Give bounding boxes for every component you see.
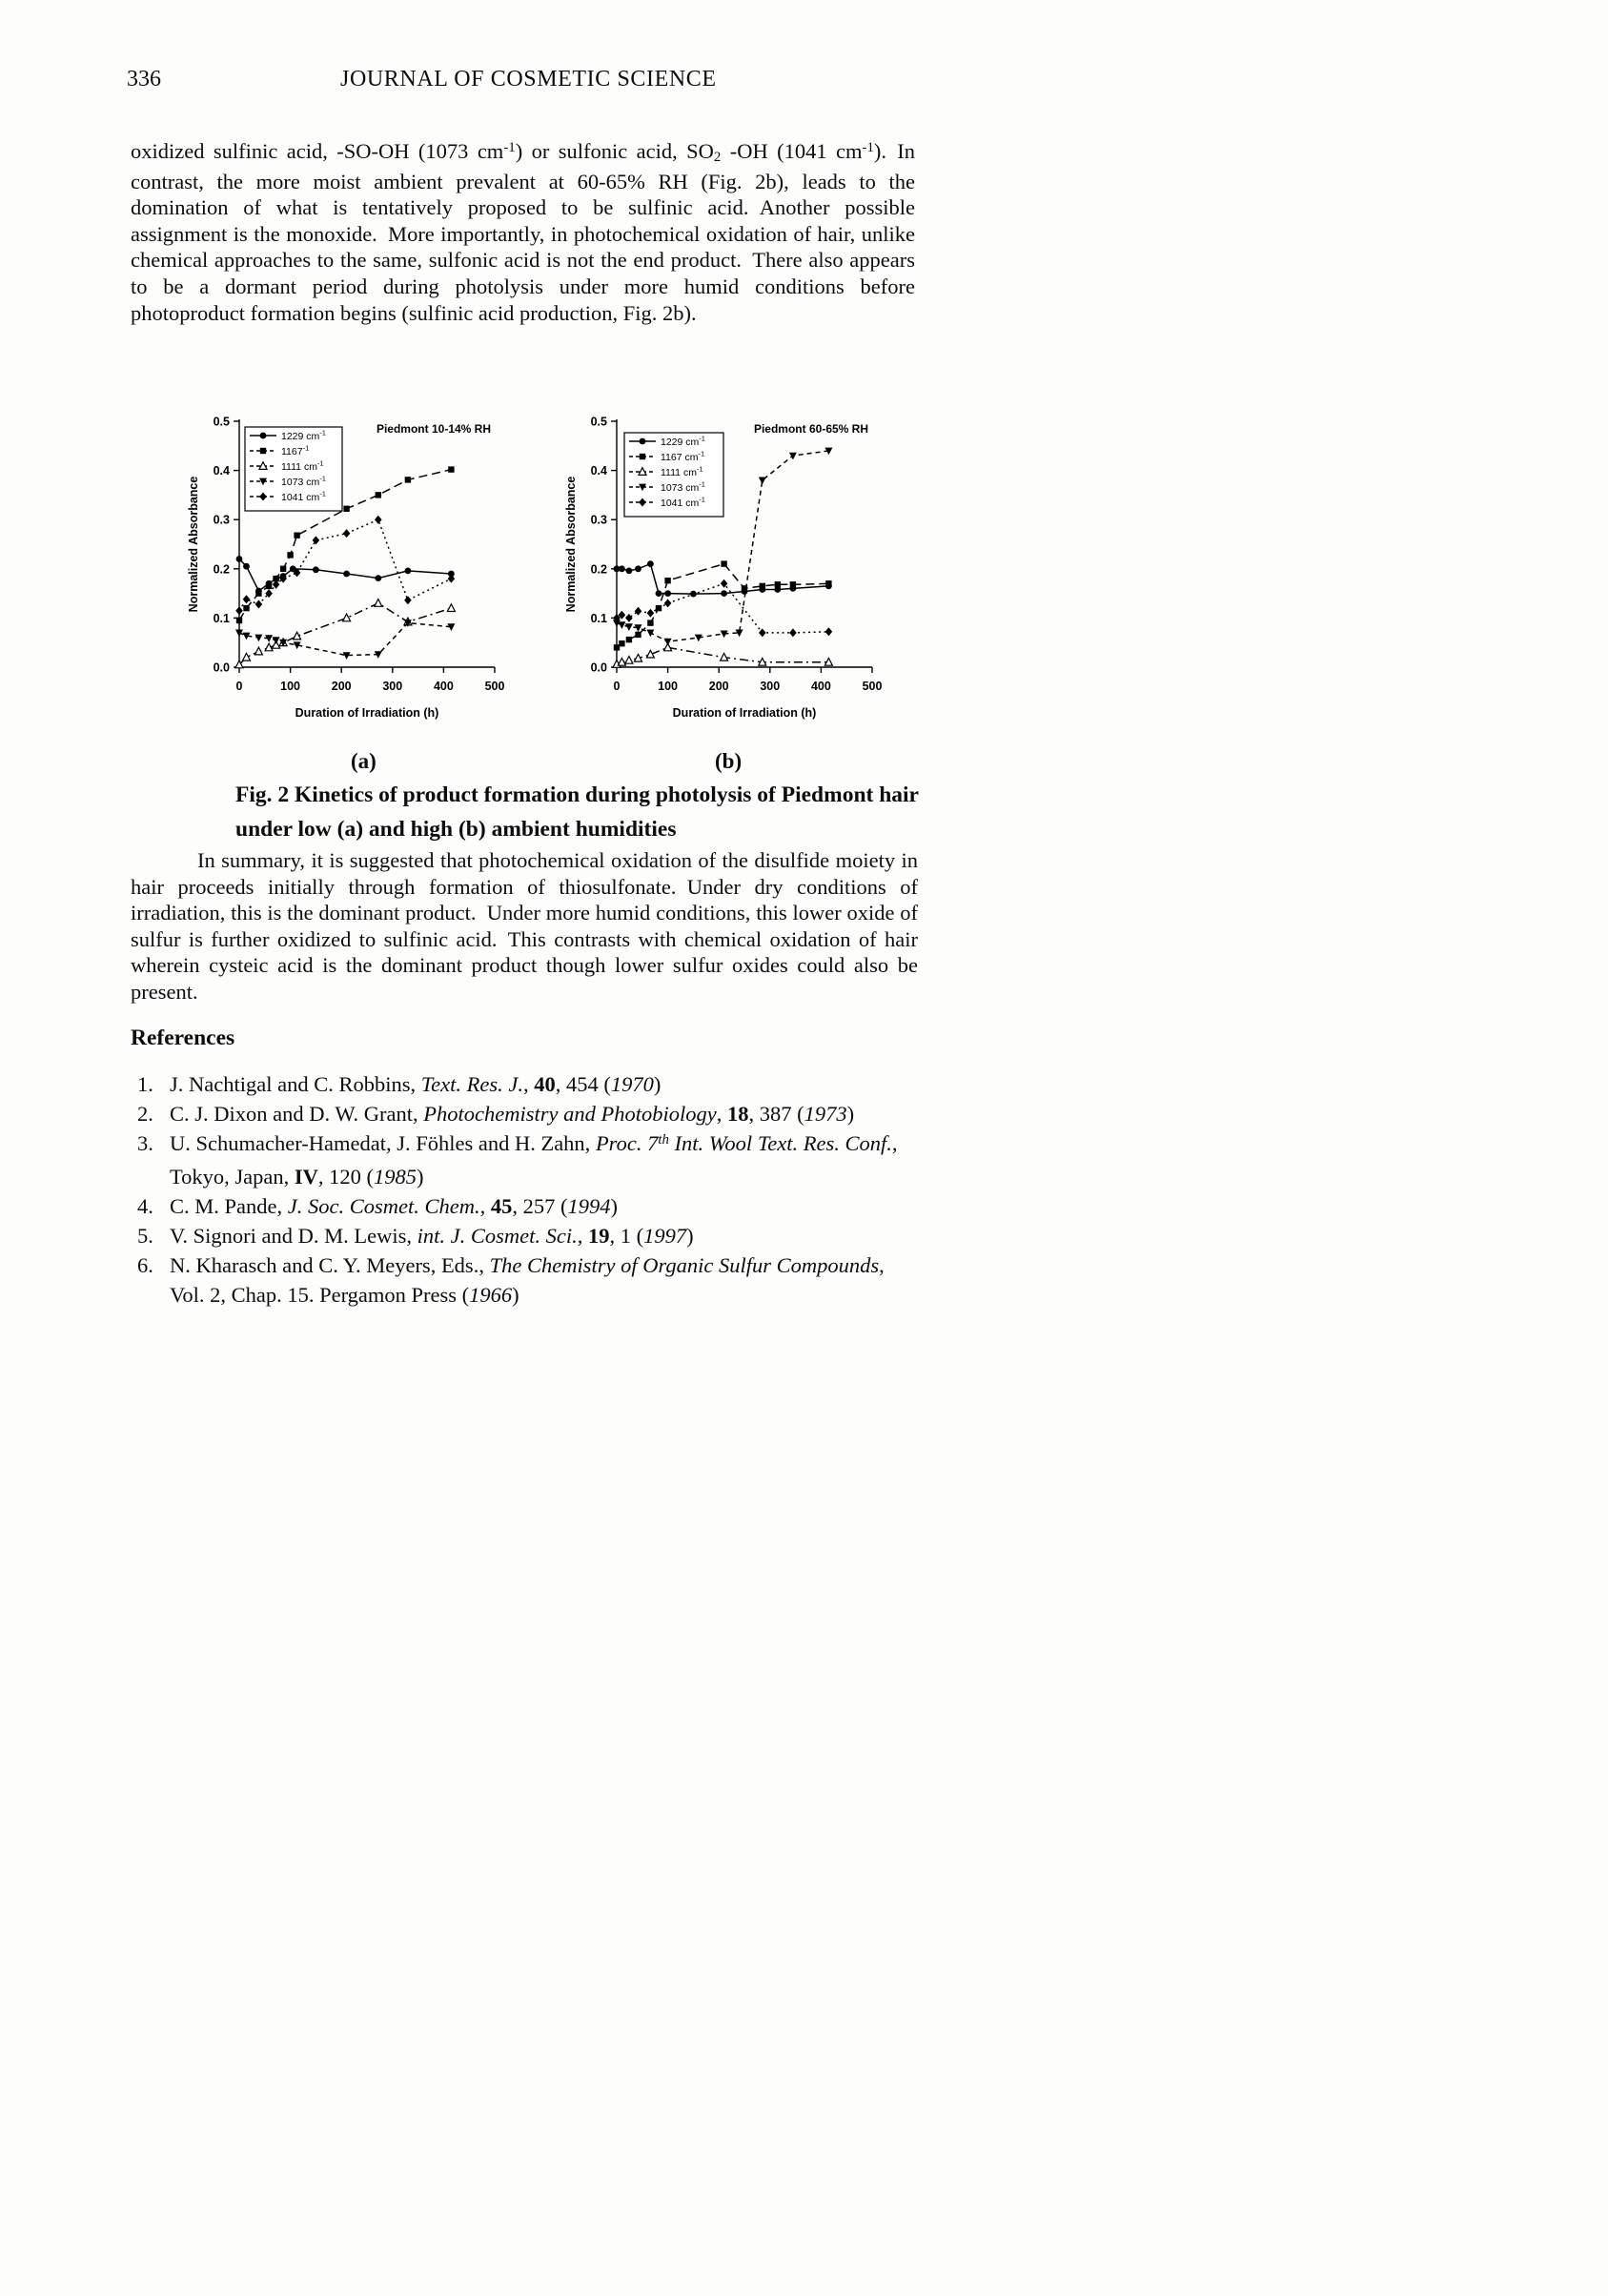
text-segment: U. Schumacher-Hamedat, J. Föhles and H. Zahn,	[170, 1131, 596, 1155]
svg-text:Normalized Absorbance: Normalized Absorbance	[564, 476, 578, 613]
svg-text:400: 400	[433, 680, 454, 693]
svg-text:500: 500	[484, 680, 505, 693]
reference-text	[170, 1250, 919, 1310]
text-segment: ,	[577, 1224, 588, 1248]
text-segment: Photochemistry and Photobiology	[423, 1102, 717, 1126]
reference-item	[137, 1128, 919, 1191]
text-segment: C. J. Dixon and D. W. Grant,	[170, 1102, 424, 1126]
text-segment: 18	[726, 1102, 749, 1126]
text-segment: 45	[490, 1194, 513, 1218]
text-segment: ) or sulfonic acid, SO	[515, 139, 714, 163]
paragraph-oxidation-products	[131, 138, 915, 326]
text-segment: ,	[716, 1102, 727, 1126]
text-segment: 1966	[469, 1283, 513, 1307]
svg-text:0.3: 0.3	[213, 513, 230, 527]
svg-text:0.1: 0.1	[590, 611, 607, 625]
svg-text:1111 cm-1: 1111 $cm^{-1}$	[661, 464, 703, 478]
svg-text:0: 0	[235, 680, 243, 693]
text-segment: 2	[713, 150, 722, 166]
reference-item	[137, 1191, 919, 1221]
svg-text:400: 400	[810, 680, 831, 693]
svg-text:0.3: 0.3	[590, 513, 607, 527]
svg-text:0.4: 0.4	[590, 464, 607, 478]
reference-number: 4.	[137, 1194, 153, 1218]
svg-text:300: 300	[760, 680, 781, 693]
text-segment: , Vol. 2, Chap. 15. Pergamon Press (	[170, 1253, 885, 1307]
text-segment: IV	[294, 1165, 318, 1189]
svg-text:0.2: 0.2	[213, 562, 230, 577]
text-segment: In summary, it is suggested that photochemical oxidation of the disulfide moiety in hair proceeds initially through formation of thiosulfonate. Under dry conditions of irradiation, this is the dominant product. Under more humid conditions, this lower oxide of sulfur is further oxidized to sulfinic acid. This contrasts with chemical oxidation of hair wherein cysteic acid is the dominant product though lower sulfur oxides could also be present.	[131, 848, 918, 1004]
figure-caption	[235, 778, 922, 846]
svg-text:0.1: 0.1	[213, 611, 230, 625]
reference-item	[137, 1250, 919, 1310]
svg-text:0.5: 0.5	[590, 415, 607, 429]
text-segment: J. Soc. Cosmet. Chem.	[287, 1194, 480, 1218]
text-segment: ,	[523, 1072, 535, 1096]
svg-text:0.0: 0.0	[213, 660, 230, 675]
journal-title: JOURNAL OF COSMETIC SCIENCE	[340, 67, 717, 91]
text-segment: )	[417, 1165, 424, 1189]
chart-piedmont-high-rh	[561, 408, 905, 727]
reference-number: 1.	[137, 1072, 153, 1096]
svg-text:1041 cm-1: 1041 $cm^{-1}$	[661, 495, 705, 509]
reference-number: 3.	[137, 1131, 153, 1155]
text-segment: , 120 (	[317, 1165, 375, 1189]
text-segment: Int. Wool Text. Res. Conf.	[668, 1131, 892, 1155]
svg-text:0.2: 0.2	[590, 562, 607, 577]
text-segment: 1970	[610, 1072, 654, 1096]
text-segment: Text. Res. J.	[420, 1072, 524, 1096]
text-segment: 40	[534, 1072, 556, 1096]
text-segment: , 1 (	[609, 1224, 644, 1248]
reference-item	[137, 1221, 919, 1250]
text-segment: 1994	[567, 1194, 611, 1218]
reference-text	[170, 1221, 919, 1250]
text-segment: int. J. Cosmet. Sci.	[417, 1224, 578, 1248]
svg-text:300: 300	[382, 680, 403, 693]
svg-text:200: 200	[331, 680, 352, 693]
text-segment: , 257 (	[512, 1194, 568, 1218]
reference-item	[137, 1099, 919, 1128]
reference-item	[137, 1069, 919, 1099]
paragraph-summary	[131, 847, 918, 1006]
text-segment: 1973	[804, 1102, 847, 1126]
svg-text:1229 cm-1: 1229 $cm^{-1}$	[661, 434, 705, 448]
text-segment: V. Signori and D. M. Lewis,	[170, 1224, 417, 1248]
text-segment: )	[846, 1102, 855, 1126]
text-segment: N. Kharasch and C. Y. Meyers, Eds.,	[170, 1253, 490, 1277]
reference-text	[170, 1069, 919, 1099]
reference-number: 5.	[137, 1224, 153, 1248]
text-segment: ,	[479, 1194, 491, 1218]
reference-text	[170, 1099, 919, 1128]
text-segment: , Tokyo, Japan,	[170, 1131, 898, 1189]
text-segment: J. Nachtigal and C. Robbins,	[170, 1072, 421, 1096]
text-segment: 19	[587, 1224, 610, 1248]
references-list	[137, 1069, 919, 1310]
text-segment: ). In contrast, the more moist ambient prevalent at 60-65% RH (Fig. 2b), leads to the domination of what is tentatively proposed to be sulfinic acid. Another possible assignment is the monoxide. More importantly, in photochemical oxidation of hair, unlike chemical approaches to the same, sulfonic acid is not the end product. There also appears to be a dormant period during photolysis under more humid conditions before photoproduct formation begins (sulfinic acid production, Fig. 2b).	[131, 139, 915, 325]
svg-text:0.4: 0.4	[213, 464, 230, 478]
svg-text:Piedmont 60-65% RH: Piedmont 60-65% RH	[753, 422, 868, 436]
text-segment: )	[686, 1224, 694, 1248]
text-segment: -1	[503, 139, 516, 155]
svg-text:1073 cm-1: 1073 $cm^{-1}$	[281, 474, 326, 488]
text-segment: C. M. Pande,	[170, 1194, 288, 1218]
figure-label-a: (a)	[351, 749, 377, 773]
svg-text:Piedmont 10-14% RH: Piedmont 10-14% RH	[376, 422, 491, 436]
text-segment: 1985	[374, 1165, 417, 1189]
text-segment: -OH (1041 cm	[721, 139, 863, 163]
figure-label-b: (b)	[715, 749, 743, 773]
svg-text:1073 cm-1: 1073 $cm^{-1}$	[661, 479, 705, 494]
figure-caption-line2: under low (a) and high (b) ambient humidities	[235, 817, 677, 842]
reference-number: 2.	[137, 1102, 153, 1126]
svg-text:0.5: 0.5	[213, 415, 230, 429]
svg-text:0: 0	[613, 680, 621, 693]
svg-text:1167 cm-1: 1167 $cm^{-1}$	[661, 449, 705, 463]
text-segment: )	[512, 1283, 519, 1307]
text-segment: )	[653, 1072, 662, 1096]
page-number: 336	[127, 67, 161, 91]
svg-text:200: 200	[708, 680, 729, 693]
svg-text:100: 100	[658, 680, 679, 693]
text-segment: -1	[862, 139, 874, 155]
reference-text	[170, 1128, 919, 1191]
svg-text:100: 100	[280, 680, 301, 693]
svg-text:0.0: 0.0	[590, 660, 607, 675]
text-segment: Proc. 7	[595, 1131, 659, 1155]
svg-text:1229 cm-1: 1229 $cm^{-1}$	[281, 428, 326, 442]
text-segment: The Chemistry of Organic Sulfur Compounds	[489, 1253, 880, 1277]
reference-text	[170, 1191, 919, 1221]
svg-text:Normalized Absorbance: Normalized Absorbance	[187, 476, 200, 613]
references-heading: References	[131, 1026, 235, 1050]
chart-piedmont-low-rh	[184, 408, 527, 727]
text-segment: oxidized sulfinic acid, -SO-OH (1073 cm	[131, 139, 504, 163]
svg-text:1041 cm-1: 1041 $cm^{-1}$	[281, 489, 326, 503]
text-segment: 1997	[643, 1224, 687, 1248]
text-segment: , 387 (	[748, 1102, 804, 1126]
svg-text:1111 cm-1: 1111 $cm^{-1}$	[281, 458, 324, 473]
figure-caption-line1: Fig. 2 Kinetics of product formation during photolysis of Piedmont hair	[235, 782, 919, 807]
svg-text:500: 500	[862, 680, 883, 693]
svg-text:1167-1: $1167^{-1}$	[281, 443, 310, 457]
svg-text:Duration of Irradiation (h): Duration of Irradiation (h)	[295, 706, 439, 720]
text-segment: )	[610, 1194, 618, 1218]
text-segment: , 454 (	[555, 1072, 611, 1096]
text-segment: th	[658, 1131, 669, 1148]
reference-number: 6.	[137, 1253, 153, 1277]
svg-text:Duration of Irradiation (h): Duration of Irradiation (h)	[672, 706, 817, 720]
